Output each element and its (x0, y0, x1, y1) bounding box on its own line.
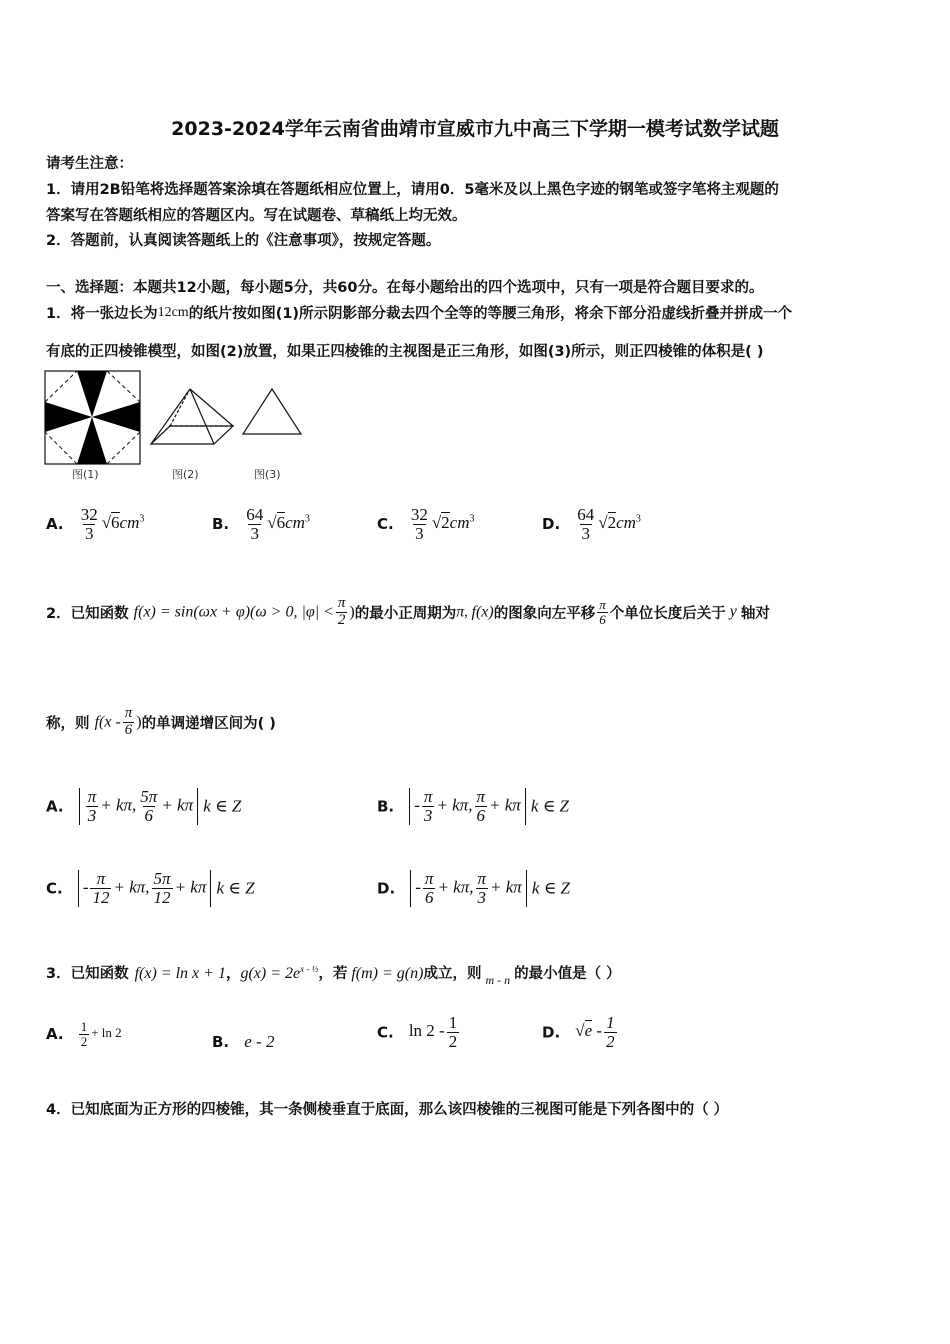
q1-length: 12cm (157, 305, 189, 320)
q3-option-b[interactable]: B. e - 2 (212, 1032, 275, 1051)
fraction: $\frac{64}{3}$ (246, 505, 264, 543)
q3-line-1: 3．已知函数 f(x) = ln x + 1，$g(x) = 2e^{x - \frac{1}{2}}$，若 f(m) = g(n)成立，则 $_{m - n}$ 的最小值是（ ） (46, 964, 621, 987)
fraction: $\frac{\pi}{6}$ (124, 705, 133, 738)
notice-line-1a: 1．请用2B铅笔将选择题答案涂填在答题纸相应位置上，请用0．5毫米及以上黑色字迹的钢笔或签字笔将主观题的 (46, 182, 779, 198)
notice-line-1b: 答案写在答题纸相应的答题区内。写在试题卷、草稿纸上均无效。 (46, 208, 467, 224)
q1-option-d[interactable]: D. $\frac{64}{3}$ $√2cm^3$ (542, 505, 641, 543)
q1-part-2: 的纸片按如图(1)所示阴影部分裁去四个全等的等腰三角形，将余下部分沿虚线折叠并拼成一个 (188, 306, 793, 322)
q3-g: g(x) = 2e (240, 965, 301, 982)
q2-option-c[interactable]: C. - $\frac{\pi}{12}$ + kπ, $\frac{5\pi}{12}$ + kπ k ∈ Z (46, 869, 255, 907)
q3-option-a[interactable]: A. $\frac{1}{2}$ + ln 2 (46, 1019, 122, 1049)
q1-caption-1: 图(1) (72, 468, 99, 481)
q1-line-2: 有底的正四棱锥模型，如图(2)放置，如果正四棱锥的主视图是正三角形，如图(3)所示，则正四棱锥的体积是( ) (46, 344, 764, 360)
q2-option-d[interactable]: D. - $\frac{\pi}{6}$ + kπ, $\frac{\pi}{3}$ + kπ k ∈ Z (377, 869, 571, 907)
q1-figure-1 (44, 370, 142, 466)
option-label: B. (212, 514, 230, 533)
q1-line-1 (46, 302, 792, 323)
q1-caption-2: 图(2) (172, 468, 199, 481)
q3-option-d[interactable]: D. √e - $\frac{1}{2}$ (542, 1013, 615, 1051)
q3-option-c[interactable]: C. ln 2 - $\frac{1}{2}$ (377, 1013, 458, 1051)
option-label: D. (542, 514, 561, 533)
notice-heading: 请考生注意： (46, 156, 133, 172)
q2-option-a[interactable]: A. $\frac{\pi}{3}$ + kπ, $\frac{5\pi}{6}$ + kπ k ∈ Z (46, 787, 242, 825)
q2-line-1: 2．已知函数 f(x) = sin(ωx + φ)(ω > 0, |φ| < $\frac{\pi}{2}$ )的最小正周期为π, f(x)的图象向左平移 $\frac{\pi}{6}$ 个单位长度后关于 y 轴对 (46, 595, 770, 628)
q4-text: 4．已知底面为正方形的四棱锥，其一条侧棱垂直于底面，那么该四棱锥的三视图可能是下列各图中的（ ） (46, 1102, 729, 1118)
fraction: $\frac{\pi}{6}$ (599, 597, 606, 627)
fraction: $\frac{64}{3}$ (577, 505, 595, 543)
q1-option-a[interactable]: A. $\frac{32}{3}$ $√6cm^3$ (46, 505, 145, 543)
q1-option-c[interactable]: C. $\frac{32}{3}$ $√2cm^3$ (377, 505, 475, 543)
q1-part-1: 1．将一张边长为 (46, 306, 158, 322)
q2-option-b[interactable]: B. - $\frac{\pi}{3}$ + kπ, $\frac{\pi}{6}$ + kπ k ∈ Z (377, 787, 569, 825)
page-title: 2023-2024学年云南省曲靖市宣威市九中高三下学期一模考试数学试题 (171, 118, 779, 140)
fraction: $\frac{32}{3}$ (410, 505, 428, 543)
q3-f: f(x) = ln x + 1 (134, 965, 226, 982)
notice-line-2: 2．答题前，认真阅读答题纸上的《注意事项》，按规定答题。 (46, 233, 441, 249)
q2-line-2: 称，则 f(x - $\frac{\pi}{6}$ )的单调递增区间为( ) (46, 705, 276, 738)
section-heading: 一、选择题：本题共12小题，每小题5分，共60分。在每小题给出的四个选项中，只有一项是符合题目要求的。 (46, 280, 764, 296)
option-label: C. (377, 514, 394, 533)
q2-function: f(x) = sin(ωx + φ)(ω > 0, |φ| < (133, 603, 334, 621)
fraction: $\frac{\pi}{2}$ (337, 595, 346, 628)
fraction: $\frac{32}{3}$ (80, 505, 98, 543)
q1-figure-2 (148, 386, 236, 448)
q1-caption-3: 图(3) (254, 468, 281, 481)
option-label: A. (46, 514, 64, 533)
q1-figure-3 (240, 386, 304, 438)
q1-option-b[interactable]: B. $\frac{64}{3}$ $√6cm^3$ (212, 505, 310, 543)
